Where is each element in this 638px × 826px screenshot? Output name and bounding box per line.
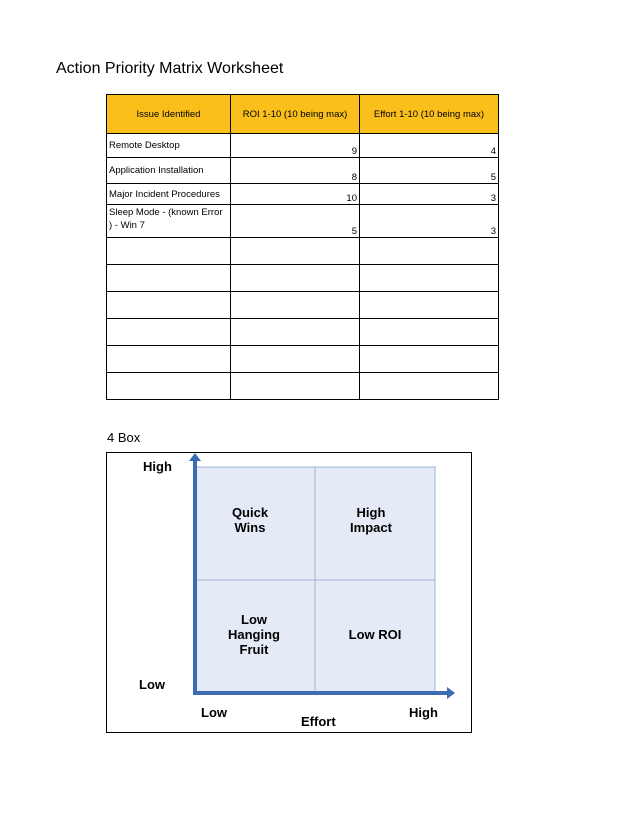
x-low-label: Low <box>201 705 227 720</box>
empty-row <box>107 346 499 373</box>
header-effort: Effort 1-10 (10 being max) <box>360 95 499 134</box>
quadrant-quick-wins: Quick Wins <box>231 505 269 535</box>
empty-cell[interactable] <box>360 292 499 319</box>
priority-matrix <box>106 452 472 733</box>
empty-row <box>107 319 499 346</box>
table-row <box>107 205 499 238</box>
roi-cell[interactable]: 9 <box>231 134 360 158</box>
issue-cell[interactable]: Sleep Mode - (known Error ) - Win 7 <box>107 205 231 238</box>
header-roi: ROI 1-10 (10 being max) <box>231 95 360 134</box>
empty-cell[interactable] <box>360 319 499 346</box>
empty-cell[interactable] <box>360 265 499 292</box>
empty-cell[interactable] <box>107 265 231 292</box>
empty-cell[interactable] <box>231 373 360 400</box>
empty-cell[interactable] <box>107 238 231 265</box>
y-axis-arrow-icon <box>189 453 201 461</box>
x-high-label: High <box>409 705 438 720</box>
quadrant-low-hanging-fruit: Low Hanging Fruit <box>228 612 280 657</box>
empty-cell[interactable] <box>231 238 360 265</box>
empty-cell[interactable] <box>231 292 360 319</box>
empty-cell[interactable] <box>231 319 360 346</box>
roi-cell[interactable]: 8 <box>231 158 360 184</box>
four-box-label: 4 Box <box>107 430 141 445</box>
empty-cell[interactable] <box>107 346 231 373</box>
priority-table <box>106 94 499 400</box>
empty-cell[interactable] <box>231 346 360 373</box>
empty-cell[interactable] <box>107 292 231 319</box>
empty-cell[interactable] <box>360 373 499 400</box>
issue-cell[interactable]: Application Installation <box>107 158 231 184</box>
empty-row <box>107 265 499 292</box>
table-row <box>107 158 499 184</box>
effort-cell[interactable]: 3 <box>360 205 499 238</box>
table-row <box>107 134 499 158</box>
roi-cell[interactable]: 10 <box>231 184 360 205</box>
empty-cell[interactable] <box>360 346 499 373</box>
empty-row <box>107 373 499 400</box>
quadrant-low-roi: Low ROI <box>348 627 402 642</box>
issue-cell[interactable]: Remote Desktop <box>107 134 231 158</box>
effort-cell[interactable]: 3 <box>360 184 499 205</box>
empty-row <box>107 292 499 319</box>
roi-cell[interactable]: 5 <box>231 205 360 238</box>
quadrant-high-impact: High Impact <box>350 505 392 535</box>
empty-cell[interactable] <box>107 373 231 400</box>
table-header-row <box>107 95 499 134</box>
table-row <box>107 184 499 205</box>
x-axis-arrow-icon <box>447 687 455 699</box>
empty-row <box>107 238 499 265</box>
header-issue: Issue Identified <box>107 95 231 134</box>
effort-cell[interactable]: 5 <box>360 158 499 184</box>
issue-cell[interactable]: Major Incident Procedures <box>107 184 231 205</box>
empty-cell[interactable] <box>360 238 499 265</box>
effort-cell[interactable]: 4 <box>360 134 499 158</box>
empty-cell[interactable] <box>107 319 231 346</box>
y-high-label: High <box>143 459 172 474</box>
x-axis-title: Effort <box>301 714 336 729</box>
page-title: Action Priority Matrix Worksheet <box>56 60 284 77</box>
empty-cell[interactable] <box>231 265 360 292</box>
y-low-label: Low <box>139 677 165 692</box>
